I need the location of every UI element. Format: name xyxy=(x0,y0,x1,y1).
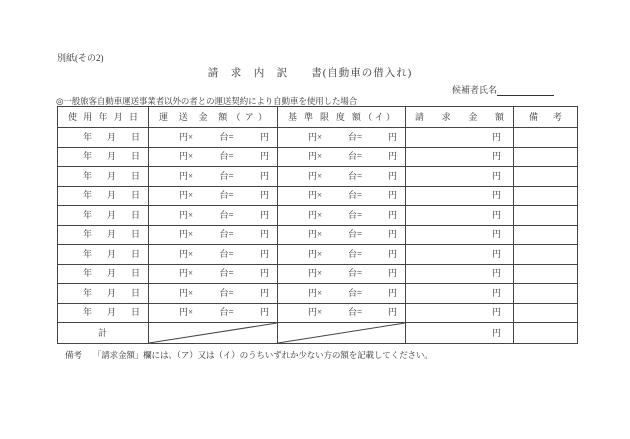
limit-yen-times-label: 円× xyxy=(308,307,323,318)
limit-yen-times-label: 円× xyxy=(308,268,323,279)
remarks-cell xyxy=(514,303,578,323)
limit-yen-times-label: 円× xyxy=(308,287,323,298)
usage-date-cell: 年 月 日 xyxy=(58,303,149,323)
limit-amount-cell xyxy=(278,245,406,265)
total-remarks-cell xyxy=(514,323,578,344)
usage-date-cell: 年 月 日 xyxy=(58,128,149,148)
fare-yen-times-label: 円× xyxy=(179,229,194,240)
limit-amount-blanks xyxy=(278,250,405,259)
footer-note xyxy=(65,349,433,361)
fare-units-equals-label: 台= xyxy=(219,307,234,318)
table-row xyxy=(58,264,578,284)
header-row xyxy=(58,107,578,128)
limit-amount-blanks xyxy=(278,152,405,161)
candidate-name-line xyxy=(452,83,554,96)
fare-amount-cell xyxy=(149,225,278,245)
limit-amount-blanks xyxy=(278,133,405,142)
fare-units-equals-label: 台= xyxy=(219,248,234,259)
table-row xyxy=(58,167,578,187)
limit-amount-cell xyxy=(278,147,406,167)
sheet-label: 別紙(その2) xyxy=(57,53,104,63)
usage-date-cell: 年 月 日 xyxy=(58,147,149,167)
fare-units-equals-label: 台= xyxy=(219,170,234,181)
table-row xyxy=(58,128,578,148)
remarks-cell xyxy=(514,186,578,206)
fare-yen-label: 円 xyxy=(259,248,269,259)
fare-amount-blanks xyxy=(149,133,277,142)
limit-amount-cell xyxy=(278,264,406,284)
usage-date-cell: 年 月 日 xyxy=(58,206,149,226)
table-row xyxy=(58,206,578,226)
fare-yen-label: 円 xyxy=(259,229,269,240)
limit-units-equals-label: 台= xyxy=(347,229,363,240)
remarks-cell xyxy=(514,147,578,167)
claim-amount-cell: 円 xyxy=(406,284,514,304)
fare-yen-times-label: 円× xyxy=(179,268,194,279)
table-row xyxy=(58,284,578,304)
fare-yen-times-label: 円× xyxy=(179,170,194,181)
limit-amount-cell xyxy=(278,128,406,148)
usage-date-cell: 年 月 日 xyxy=(58,264,149,284)
fare-amount-blanks xyxy=(149,269,277,278)
fare-amount-blanks xyxy=(149,152,277,161)
claim-amount-cell: 円 xyxy=(406,206,514,226)
table-row xyxy=(58,147,578,167)
fare-yen-times-label: 円× xyxy=(179,307,194,318)
limit-amount-cell xyxy=(278,206,406,226)
fare-units-equals-label: 台= xyxy=(219,209,234,220)
remarks-cell xyxy=(514,284,578,304)
fare-amount-cell xyxy=(149,128,278,148)
limit-units-equals-label: 台= xyxy=(347,170,363,181)
limit-amount-blanks xyxy=(278,172,405,181)
fare-amount-cell xyxy=(149,264,278,284)
total-label-cell: 計 xyxy=(58,323,149,344)
page-title: 請 求 内 訳 書(自動車の借入れ) xyxy=(207,68,413,79)
limit-units-equals-label: 台= xyxy=(347,268,363,279)
fare-yen-times-label: 円× xyxy=(179,190,194,201)
limit-yen-label: 円 xyxy=(387,190,397,201)
claim-amount-cell: 円 xyxy=(406,264,514,284)
limit-amount-cell xyxy=(278,303,406,323)
limit-yen-times-label: 円× xyxy=(308,248,323,259)
fare-yen-label: 円 xyxy=(259,307,269,318)
header-fare-amount: 運 送 金 額（ア） xyxy=(149,107,278,128)
fare-amount-cell xyxy=(149,167,278,187)
fare-yen-times-label: 円× xyxy=(179,209,194,220)
claim-amount-cell: 円 xyxy=(406,147,514,167)
limit-yen-label: 円 xyxy=(387,170,397,181)
limit-units-equals-label: 台= xyxy=(347,131,363,142)
fare-amount-cell xyxy=(149,245,278,265)
limit-units-equals-label: 台= xyxy=(347,151,363,162)
claim-breakdown-table xyxy=(57,106,578,344)
claim-amount-cell: 円 xyxy=(406,167,514,187)
limit-units-equals-label: 台= xyxy=(347,248,363,259)
limit-yen-label: 円 xyxy=(387,287,397,298)
fare-amount-cell xyxy=(149,284,278,304)
fare-yen-label: 円 xyxy=(259,190,269,201)
limit-amount-blanks xyxy=(278,230,405,239)
fare-amount-cell xyxy=(149,186,278,206)
diagonal-strike-line xyxy=(278,323,405,343)
fare-amount-blanks xyxy=(149,250,277,259)
table-row xyxy=(58,186,578,206)
usage-date-cell: 年 月 日 xyxy=(58,186,149,206)
fare-units-equals-label: 台= xyxy=(219,229,234,240)
fare-yen-times-label: 円× xyxy=(179,248,194,259)
usage-date-cell: 年 月 日 xyxy=(58,225,149,245)
header-claim-amount: 請 求 金 額 xyxy=(406,107,514,128)
table-row xyxy=(58,225,578,245)
diagonal-strike-line xyxy=(149,323,277,343)
fare-amount-cell xyxy=(149,147,278,167)
fare-amount-blanks xyxy=(149,211,277,220)
total-row xyxy=(58,323,578,344)
remarks-cell xyxy=(514,128,578,148)
limit-amount-blanks xyxy=(278,289,405,298)
fare-yen-label: 円 xyxy=(259,209,269,220)
table-row xyxy=(58,245,578,265)
header-usage-date: 使 用 年 月 日 xyxy=(58,107,149,128)
limit-yen-label: 円 xyxy=(387,131,397,142)
claim-amount-cell: 円 xyxy=(406,245,514,265)
limit-units-equals-label: 台= xyxy=(347,287,363,298)
limit-yen-times-label: 円× xyxy=(308,131,323,142)
limit-amount-blanks xyxy=(278,211,405,220)
limit-amount-blanks xyxy=(278,308,405,317)
claim-amount-cell: 円 xyxy=(406,303,514,323)
limit-amount-cell xyxy=(278,225,406,245)
limit-yen-times-label: 円× xyxy=(308,209,323,220)
fare-units-equals-label: 台= xyxy=(219,268,234,279)
usage-date-cell: 年 月 日 xyxy=(58,284,149,304)
limit-yen-label: 円 xyxy=(387,268,397,279)
fare-yen-times-label: 円× xyxy=(179,151,194,162)
fare-yen-label: 円 xyxy=(259,287,269,298)
remarks-cell xyxy=(514,245,578,265)
total-limit-cell-crossed-out xyxy=(278,323,406,344)
fare-amount-blanks xyxy=(149,172,277,181)
fare-yen-label: 円 xyxy=(259,170,269,181)
limit-yen-label: 円 xyxy=(387,151,397,162)
fare-amount-blanks xyxy=(149,289,277,298)
claim-amount-cell: 円 xyxy=(406,128,514,148)
footer-note-text: 「請求金額」欄には、（ア）又は（イ）のうちいずれか少ない方の額を記載してください。 xyxy=(92,350,433,360)
fare-units-equals-label: 台= xyxy=(219,151,234,162)
fare-amount-blanks xyxy=(149,308,277,317)
remarks-cell xyxy=(514,167,578,187)
table-body xyxy=(58,128,578,323)
header-remarks: 備 考 xyxy=(514,107,578,128)
limit-yen-label: 円 xyxy=(387,209,397,220)
limit-units-equals-label: 台= xyxy=(347,209,363,220)
claim-amount-cell: 円 xyxy=(406,186,514,206)
limit-yen-times-label: 円× xyxy=(308,229,323,240)
fare-amount-blanks xyxy=(149,191,277,200)
limit-yen-times-label: 円× xyxy=(308,151,323,162)
remarks-cell xyxy=(514,225,578,245)
limit-units-equals-label: 台= xyxy=(347,190,363,201)
fare-amount-cell xyxy=(149,206,278,226)
limit-yen-label: 円 xyxy=(387,229,397,240)
fare-yen-label: 円 xyxy=(259,268,269,279)
limit-yen-label: 円 xyxy=(387,307,397,318)
fare-yen-label: 円 xyxy=(259,151,269,162)
limit-amount-blanks xyxy=(278,269,405,278)
case-heading: ◎一般旅客自動車運送事業者以外の者との運送契約により自動車を使用した場合 xyxy=(56,96,358,106)
candidate-name-label: 候補者氏名 xyxy=(452,85,498,95)
limit-amount-cell xyxy=(278,284,406,304)
limit-amount-blanks xyxy=(278,191,405,200)
usage-date-cell: 年 月 日 xyxy=(58,167,149,187)
remarks-cell xyxy=(514,206,578,226)
limit-yen-times-label: 円× xyxy=(308,170,323,181)
limit-yen-label: 円 xyxy=(387,248,397,259)
fare-units-equals-label: 台= xyxy=(219,131,234,142)
fare-yen-times-label: 円× xyxy=(179,131,194,142)
fare-units-equals-label: 台= xyxy=(219,190,234,201)
header-limit-amount: 基 準 限 度 額（イ） xyxy=(278,107,406,128)
fare-yen-times-label: 円× xyxy=(179,287,194,298)
fare-amount-cell xyxy=(149,303,278,323)
total-fare-cell-crossed-out xyxy=(149,323,278,344)
candidate-name-blank xyxy=(497,86,554,96)
fare-yen-label: 円 xyxy=(259,131,269,142)
total-claim-amount-cell: 円 xyxy=(406,323,514,344)
remarks-cell xyxy=(514,264,578,284)
limit-amount-cell xyxy=(278,167,406,187)
limit-yen-times-label: 円× xyxy=(308,190,323,201)
fare-units-equals-label: 台= xyxy=(219,287,234,298)
claim-amount-cell: 円 xyxy=(406,225,514,245)
limit-amount-cell xyxy=(278,186,406,206)
footer-note-label: 備考 xyxy=(65,350,82,360)
fare-amount-blanks xyxy=(149,230,277,239)
usage-date-cell: 年 月 日 xyxy=(58,245,149,265)
table-row xyxy=(58,303,578,323)
limit-units-equals-label: 台= xyxy=(347,307,363,318)
